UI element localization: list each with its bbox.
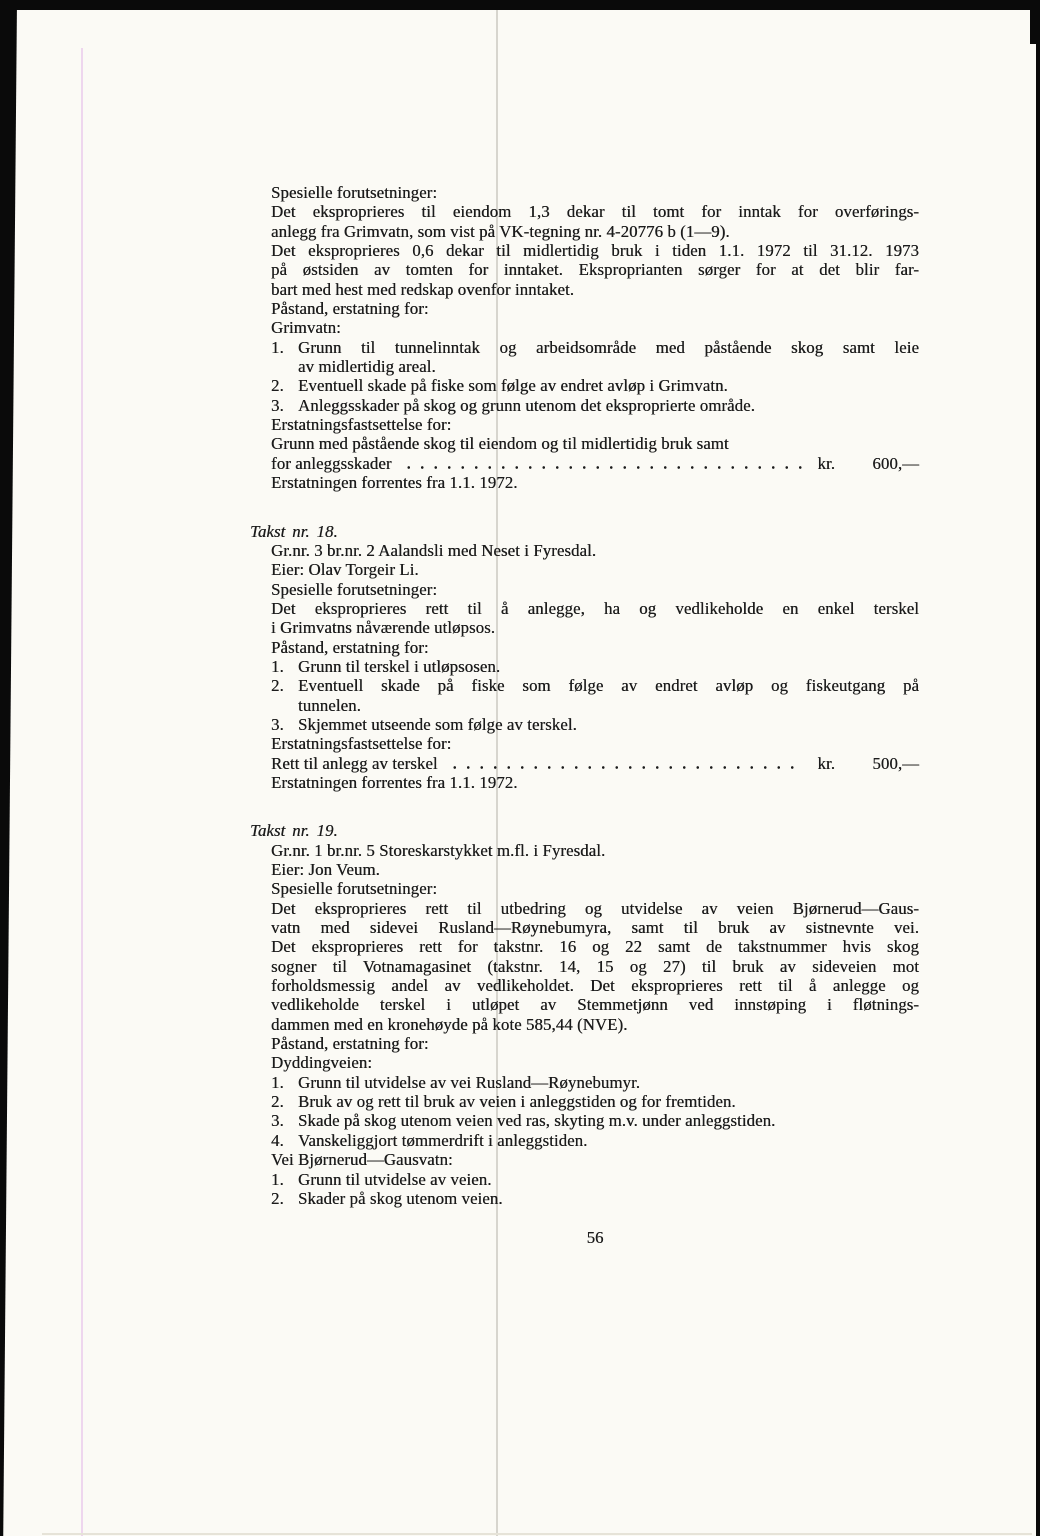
text-line: Påstand, erstatning for: bbox=[271, 299, 429, 319]
text-line: tunnelen. bbox=[298, 695, 361, 715]
list-item-text: Bruk av og rett til bruk av veien i anleggstiden og for fremtiden. bbox=[298, 1092, 736, 1112]
takst-heading: Takst nr. 19. bbox=[250, 821, 338, 841]
list-item-number: 1. bbox=[271, 656, 284, 676]
text-line: Spesielle forutsetninger: bbox=[271, 183, 438, 202]
text-line: dammen med en kronehøyde på kote 585,44 (NVE). bbox=[271, 1014, 628, 1034]
text-line: Grimvatn: bbox=[271, 318, 341, 338]
list-item-number: 1. bbox=[271, 337, 284, 357]
text-line: Vei Bjørnerud—Gausvatn: bbox=[271, 1150, 453, 1170]
text-line: i Grimvatns nåværende utløpsos. bbox=[271, 618, 496, 638]
list-item-text: Eventuell skade på fiske som følge av endret avløp i Grimvatn. bbox=[298, 376, 728, 396]
text-line: Det eksproprieres rett til å anlegge, ha og vedlikeholde en enkel terskel bbox=[271, 598, 919, 618]
text-line: Erstatningen forrentes fra 1.1. 1972. bbox=[271, 473, 518, 493]
text-line: vedlikeholde terskel i utløpet av Stemmetjønn ved innstøping i fløtnings- bbox=[271, 995, 919, 1015]
page-number: 56 bbox=[586, 1228, 604, 1247]
text-line: Grunn med påstående skog til eiendom og til midlertidig bruk samt bbox=[271, 434, 729, 454]
text-line: Erstatningsfastsettelse for: bbox=[271, 734, 452, 754]
dotted-leader bbox=[402, 454, 804, 473]
text-line: Det eksproprieres rett for takstnr. 16 og 22 samt de takstnummer hvis skog bbox=[271, 937, 919, 957]
text-line: Erstatningsfastsettelse for: bbox=[271, 415, 452, 435]
dotted-leader bbox=[448, 754, 804, 773]
text-line: Gr.nr. 1 br.nr. 5 Storeskarstykket m.fl. i Fyresdal. bbox=[271, 840, 606, 860]
list-item-number: 4. bbox=[271, 1130, 284, 1150]
scan-border-corner bbox=[1030, 0, 1040, 44]
pink-margin-rule-line bbox=[81, 48, 83, 1536]
takst-section bbox=[250, 521, 919, 793]
list-item-number: 2. bbox=[271, 676, 284, 696]
text-line: Spesielle forutsetninger: bbox=[271, 579, 438, 599]
text-line: Eier: Jon Veum. bbox=[271, 860, 380, 879]
amount-value: 600,— bbox=[872, 453, 919, 473]
list-item-text: Skader på skog utenom veien. bbox=[298, 1188, 503, 1208]
text-line: bart med hest med redskap ovenfor inntaket. bbox=[271, 279, 575, 299]
text-line: Eier: Olav Torgeir Li. bbox=[271, 560, 419, 580]
compensation-label: Rett til anlegg av terskel bbox=[271, 753, 438, 773]
list-item bbox=[271, 1189, 919, 1208]
list-item bbox=[271, 338, 919, 357]
amount-value: 500,— bbox=[872, 753, 919, 773]
list-item bbox=[271, 1170, 919, 1189]
list-item-number: 3. bbox=[271, 395, 284, 415]
list-item-text: Skade på skog utenom veien ved ras, skyting m.v. under anleggstiden. bbox=[298, 1111, 776, 1131]
list-item-text: Grunn til terskel i utløpsosen. bbox=[298, 656, 501, 676]
text-line: vatn med sidevei Rusland—Røynebumyra, samt til bruk av sistnevnte vei. bbox=[271, 918, 919, 938]
list-item-text: Anleggsskader på skog og grunn utenom det eksproprierte område. bbox=[298, 395, 755, 415]
takst-heading: Takst nr. 18. bbox=[250, 521, 338, 541]
scan-border-top bbox=[0, 0, 1040, 10]
takst-section bbox=[250, 821, 919, 1208]
scan-border-right bbox=[1036, 0, 1040, 1536]
text-line: Erstatningen forrentes fra 1.1. 1972. bbox=[271, 772, 518, 792]
text-line: anlegg fra Grimvatn, som vist på VK-tegning nr. 4-20776 b (1—9). bbox=[271, 221, 730, 241]
text-line: Det eksproprieres 0,6 dekar til midlertidig bruk i tiden 1.1. 1972 til 31.12. 1973 bbox=[271, 241, 919, 261]
text-line: Dyddingveien: bbox=[271, 1053, 373, 1073]
text-line: av midlertidig areal. bbox=[298, 357, 436, 377]
list-item-text: Grunn til tunnelinntak og arbeidsområde med påstående skog samt leie bbox=[298, 337, 919, 357]
text-line: forholdsmessig andel av vedlikeholdet. Det eksproprieres rett til å anlegge og bbox=[271, 976, 919, 996]
list-item bbox=[271, 1131, 919, 1150]
list-item-number: 3. bbox=[271, 714, 284, 734]
text-line: Påstand, erstatning for: bbox=[271, 637, 429, 657]
list-item bbox=[271, 1073, 919, 1092]
text-line: Spesielle forutsetninger: bbox=[271, 879, 438, 899]
list-item bbox=[271, 715, 919, 734]
text-line: Det eksproprieres til eiendom 1,3 dekar til tomt for inntak for overførings- bbox=[271, 202, 919, 222]
page-bottom-edge bbox=[42, 1533, 1032, 1535]
list-item-number: 1. bbox=[271, 1169, 284, 1189]
takst-section bbox=[271, 183, 919, 493]
list-item-text: Eventuell skade på fiske som følge av endret avløp og fiskeutgang på bbox=[298, 676, 919, 696]
list-item bbox=[271, 1111, 919, 1130]
list-item-number: 2. bbox=[271, 1188, 284, 1208]
text-line: Det eksproprieres rett til utbedring og utvidelse av veien Bjørnerud—Gaus- bbox=[271, 898, 919, 918]
list-item-text: Vanskeliggjort tømmerdrift i anleggstiden. bbox=[298, 1130, 588, 1150]
list-item-number: 1. bbox=[271, 1072, 284, 1092]
list-item bbox=[271, 396, 919, 415]
currency-label: kr. bbox=[817, 453, 835, 473]
compensation-line bbox=[271, 754, 919, 773]
compensation-label: for anleggsskader bbox=[271, 453, 392, 473]
currency-label: kr. bbox=[817, 753, 835, 773]
list-item bbox=[271, 1092, 919, 1111]
list-item-text: Grunn til utvidelse av vei Rusland—Røynebumyr. bbox=[298, 1072, 641, 1092]
scan-border-left bbox=[0, 0, 17, 1536]
text-line: på østsiden av tomten for inntaket. Eksproprianten sørger for at det blir far- bbox=[271, 260, 919, 280]
text-line: Påstand, erstatning for: bbox=[271, 1034, 429, 1054]
text-line: sogner til Votnamagasinet (takstnr. 14, 15 og 27) til bruk av sideveien mot bbox=[271, 956, 919, 976]
list-item-number: 3. bbox=[271, 1111, 284, 1131]
text-line: Gr.nr. 3 br.nr. 2 Aalandsli med Neset i Fyresdal. bbox=[271, 540, 597, 560]
list-item bbox=[271, 376, 919, 395]
list-item bbox=[271, 657, 919, 676]
list-item-number: 2. bbox=[271, 376, 284, 396]
list-item-text: Skjemmet utseende som følge av terskel. bbox=[298, 714, 577, 734]
compensation-line bbox=[271, 454, 919, 473]
document-text-block bbox=[250, 183, 919, 1208]
list-item-text: Grunn til utvidelse av veien. bbox=[298, 1169, 492, 1189]
list-item bbox=[271, 676, 919, 695]
list-item-number: 2. bbox=[271, 1092, 284, 1112]
